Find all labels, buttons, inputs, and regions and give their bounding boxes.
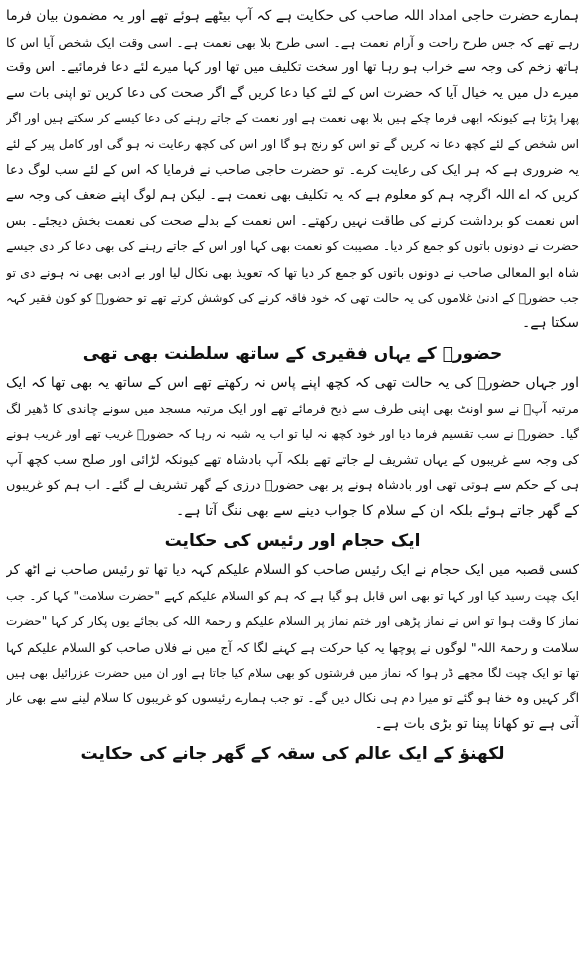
text-line: پھرا پڑتا ہے کیونکہ ابھی فرما چکے ہیں بلا بھی نعمت ہے اور نعمت کے جاتے رہنے کی دعا کیسے کر سکتے ہیں اور اگر: [6, 111, 579, 126]
section-heading: لکھنؤ کے ایک عالم کی سقہ کے گھر جانے کی حکایت: [80, 744, 505, 765]
text-line: اگر کہیں وہ خفا ہو گئے تو میرا دم ہی نکال دیں گے۔ تو جب ہمارے رئیسوں کو غریبوں کا سلام لینے سے بھی عار: [6, 691, 579, 706]
text-line: اس شخص کے لئے کچھ دعا نہ کریں گے تو اس کو رنج ہو گا اور اس کی کچھ رعایت نہ ہو گی اور کامل پیر کے لئے: [6, 136, 579, 151]
text-line: شاہ ابو المعالی صاحب نے دونوں باتوں کو جمع کر دیا تھا کہ تعویذ بھی نکال لیا اور بے ادبی بھی نہ ہونے دی تو: [6, 264, 579, 280]
text-line: اور جہاں حضورؐ کی یہ حالت تھی کہ کچھ اپنے پاس نہ رکھتے تھے اس کے ساتھ یہ بھی تھا کہ ایک: [6, 374, 579, 391]
text-line: مرتبہ آپؐ نے سو اونٹ بھی اپنی طرف سے ذبح فرمائے تھے اور ایک مرتبہ مسجد میں سونے چاندی کا ڈھیر لگ: [6, 401, 579, 417]
paragraph-sultanat: [6, 371, 579, 525]
section-heading: ایک حجام اور رئیس کی حکایت: [164, 531, 421, 552]
text-line: حضرت نے دونوں باتوں کو جمع کر دیا۔ مصیبت کو نعمت بھی کہا اور اس کے جاتے رہنے کی بھی دعا کر دی جیسے: [6, 239, 579, 254]
text-line: کسی قصبہ میں ایک حجام نے ایک رئیس صاحب کو السلام علیکم کہہ دیا تھا تو رئیس صاحب نے اٹھ کر: [6, 562, 579, 579]
text-line: کے گھر جاتے ہوئے بلکہ ان کے سلام کا جواب دینے سے بھی ننگ آتا ہے۔: [176, 502, 579, 519]
text-line: رہے تھے کہ جس طرح راحت و آرام نعمت ہے۔ اسی طرح بلا بھی نعمت ہے۔ اسی وقت ایک شخص آیا اس کا: [6, 34, 579, 50]
text-line: سکتا ہے۔: [521, 315, 579, 332]
text-line: ہمارے حضرت حاجی امداد اللہ صاحب کی حکایت ہے کہ آپ بیٹھے ہوئے تھے اور یہ مضمون بیان فرما: [6, 8, 579, 24]
text-line: ہی کے حکم سے ہوتی تھی اور بادشاہ ہونے پر بھی حضورؐ درزی کے گھر تشریف لے گئے۔ اب ہم کو غریبوں: [6, 478, 579, 494]
text-line: تھا تو ایک چپت لگا مجھے ڈر ہوا کہ نماز میں فرشتوں کو بھی سلام کیا جاتا ہے اور ان میں حضرت عزرائیل بھی ہیں: [6, 665, 579, 680]
text-line: میرے دل میں یہ خیال آیا کہ حضرت اس کے لئے کیا دعا کریں گے اگر صحت کی دعا کریں تو اپنی بات سے: [6, 85, 579, 101]
text-line: کی وجہ سے غریبوں کے یہاں تشریف لے جاتے تھے بلکہ آپ بادشاہ تھے کیونکہ لڑائی اور صلح سب کچھ آپ: [6, 452, 579, 468]
text-line: ایک چپت رسید کیا اور کہا تو بھی اس قابل ہو گیا ہے کہ ہم کو السلام علیکم کہے "حضرت سلامت" کہا کر۔ جب: [6, 588, 579, 603]
text-line: یہ ضروری ہے کہ ہر ایک کی رعایت کرے۔ تو حضرت حاجی صاحب نے فرمایا کہ اس کے لئے سب لوگ دعا: [6, 162, 579, 178]
text-line: آتی ہے تو کھانا پینا تو بڑی بات ہے۔: [374, 715, 579, 732]
paragraph-hajjam: [6, 558, 579, 737]
paragraph-haji-imdadullah: [6, 4, 579, 337]
text-line: اس نعمت کو برداشت کرنے کی طاقت نہیں رکھتے۔ اس نعمت کے بدلے صحت کی نعمت بخش دیجئے۔ بس: [6, 213, 579, 229]
text-line: کریں کہ اے اللہ اگرچہ ہم کو معلوم ہے کہ یہ تکلیف بھی نعمت ہے۔ لیکن ہم لوگ اپنے ضعف کی وجہ سے: [6, 188, 579, 204]
text-line: سلامت و رحمۃ اللہ" لوگوں نے پوچھا یہ کیا حرکت ہے کہنے لگا کہ آج میں نے فلاں صاحب کو السلام علیکم کہا: [6, 640, 579, 656]
text-line: نماز کا وقت ہوا تو اس نے نماز پڑھی اور ختم نماز پر السلام علیکم و رحمۃ اللہ کی بجائے یوں پکار کر کہا "حضرت: [6, 614, 579, 629]
section-heading: حضورؐ کے یہاں فقیری کے ساتھ سلطنت بھی تھی: [82, 343, 503, 364]
text-line: ہاتھ زخم کی وجہ سے خراب ہو رہا تھا اور سخت تکلیف میں تھا اور کہا میرے لئے دعا فرمائیے۔ اس وقت: [6, 60, 579, 76]
text-line: گیا۔ حضورؐ نے سب تقسیم فرما دیا اور خود کچھ نہ لیا تو اب یہ شبہ نہ رہا کہ حضورؐ غریب تھے اور غریب ہونے: [6, 426, 579, 441]
text-line: جب حضورؐ کے ادنیٰ غلاموں کی یہ حالت تھی کہ خود فاقہ کرنے کی کوشش کرتے تھے تو حضورؐ کو کون فقیر کہہ: [6, 290, 579, 305]
